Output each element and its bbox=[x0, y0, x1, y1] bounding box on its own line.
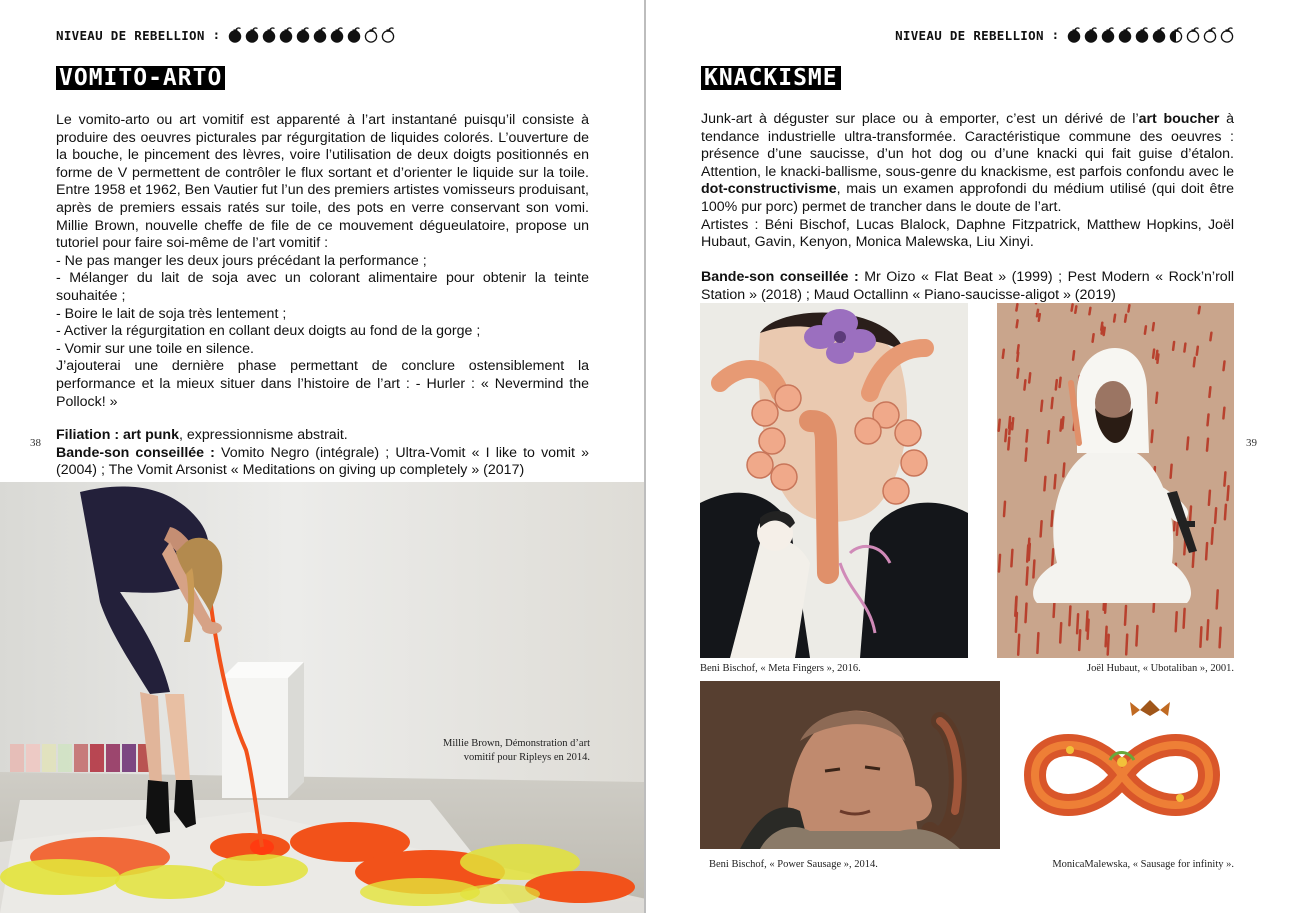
page-number-right: 39 bbox=[1246, 437, 1257, 449]
red-stick bbox=[1072, 304, 1073, 310]
red-stick bbox=[1027, 568, 1028, 585]
red-stick bbox=[1128, 305, 1129, 311]
red-stick bbox=[1073, 351, 1074, 359]
red-stick bbox=[1060, 623, 1061, 642]
red-stick bbox=[999, 420, 1000, 431]
soundtrack-block-right bbox=[701, 269, 1234, 304]
bomb-icon bbox=[1118, 27, 1132, 43]
caption-power-sausage: Beni Bischof, « Power Sausage », 2014. bbox=[709, 859, 878, 870]
red-stick bbox=[1079, 630, 1080, 650]
red-stick bbox=[1052, 511, 1053, 526]
red-stick bbox=[1157, 355, 1158, 363]
bomb-icon bbox=[228, 27, 242, 43]
red-stick bbox=[1104, 328, 1105, 335]
bomb-icon bbox=[279, 27, 293, 43]
red-stick bbox=[1063, 464, 1064, 477]
red-stick bbox=[1018, 635, 1019, 655]
red-stick bbox=[1200, 627, 1201, 647]
meta-fingers-illustration bbox=[700, 303, 968, 658]
bomb-icon bbox=[1169, 27, 1183, 43]
red-stick bbox=[1087, 612, 1088, 631]
red-stick bbox=[1199, 307, 1200, 313]
red-stick bbox=[1028, 539, 1029, 555]
bomb-icon bbox=[1067, 27, 1081, 43]
red-stick bbox=[1184, 609, 1185, 628]
power-sausage-artwork bbox=[700, 681, 1000, 849]
ubotaliban-illustration bbox=[997, 303, 1234, 658]
red-stick bbox=[1041, 521, 1042, 536]
article-body-right bbox=[701, 111, 1234, 252]
red-stick bbox=[1228, 486, 1229, 500]
red-stick bbox=[1126, 635, 1127, 655]
red-stick bbox=[1009, 417, 1010, 428]
filiation-bold: art punk bbox=[123, 427, 179, 443]
red-stick bbox=[1156, 393, 1157, 403]
red-stick bbox=[1011, 550, 1012, 566]
filiation-block bbox=[56, 427, 589, 480]
red-stick bbox=[1041, 401, 1042, 411]
red-stick bbox=[1026, 604, 1027, 623]
soundtrack-line bbox=[56, 445, 589, 480]
bomb-icon bbox=[262, 27, 276, 43]
sausage-for-infinity-illustration bbox=[1010, 690, 1234, 840]
step-item: - Vomir sur une toile en silence. bbox=[56, 340, 254, 357]
red-stick bbox=[1102, 326, 1103, 333]
sausage-for-infinity-artwork bbox=[1010, 690, 1234, 840]
red-stick bbox=[1017, 320, 1018, 327]
red-stick bbox=[1089, 308, 1090, 314]
red-stick bbox=[1012, 418, 1013, 429]
left-page bbox=[0, 0, 644, 913]
red-stick bbox=[1223, 408, 1224, 419]
red-stick bbox=[1217, 590, 1218, 608]
red-stick bbox=[1008, 438, 1009, 450]
right-page bbox=[646, 0, 1289, 913]
red-stick bbox=[1052, 549, 1053, 565]
soundtrack-label: Bande-son conseillée : bbox=[56, 444, 215, 461]
intro-paragraph: Le vomito-arto ou art vomitif est apparenté à l’art instantané puisqu’il consiste à produire des oeuvres picturales par régurgitation de liquides colorés. L’ouverture de la bouche, le pincement des lèvres, voire l’utilisation de deux doigts positionnés en forme de V permettent de contrôler le flux sortant et d’orienter le liquide sur la toile. Entre 1958 et 1962, Ben Vautier fut l’un des premiers artistes vomisseurs produisant, après de premiers essais ratés sur toile, des pots en verre conservant son vomi. Millie Brown, nouvelle cheffe de file de ce mouvement dégueulatoire, propose un tutoriel pour faire soi-même de l’art vomitif : bbox=[56, 112, 589, 252]
red-stick bbox=[1003, 350, 1004, 358]
red-stick bbox=[1114, 315, 1115, 322]
soundtrack-label: Bande-son conseillée : bbox=[701, 269, 859, 285]
red-stick bbox=[1093, 334, 1094, 342]
section-title-knackisme: KNACKISME bbox=[701, 66, 841, 90]
red-stick bbox=[1209, 387, 1210, 397]
red-stick bbox=[1187, 438, 1188, 450]
red-stick bbox=[1016, 304, 1017, 310]
red-stick bbox=[1153, 350, 1154, 358]
caption-ubotaliban: Joël Hubaut, « Ubotaliban », 2001. bbox=[1087, 663, 1234, 674]
meta-fingers-artwork bbox=[700, 303, 968, 658]
red-stick bbox=[1033, 561, 1034, 578]
bomb-icon bbox=[364, 27, 378, 43]
bomb-icon bbox=[1203, 27, 1217, 43]
red-stick bbox=[1055, 475, 1056, 488]
bomb-icon bbox=[330, 27, 344, 43]
red-stick bbox=[1029, 373, 1030, 382]
ubotaliban-artwork bbox=[997, 303, 1234, 658]
red-stick bbox=[1044, 477, 1045, 490]
red-stick bbox=[1224, 362, 1225, 371]
red-stick bbox=[1145, 326, 1146, 333]
red-stick bbox=[1060, 378, 1061, 387]
red-stick bbox=[1024, 380, 1025, 389]
red-stick bbox=[1062, 417, 1063, 428]
red-stick bbox=[1069, 607, 1070, 626]
intro-paragraph bbox=[701, 111, 1234, 217]
red-stick bbox=[1153, 323, 1154, 330]
red-stick bbox=[1005, 430, 1006, 442]
red-stick bbox=[1207, 439, 1208, 451]
intro-text-1: Junk-art à déguster sur place ou à emporter, c’est un dérivé de l’ bbox=[701, 111, 1139, 127]
power-sausage-illustration bbox=[700, 681, 1000, 849]
red-stick bbox=[1077, 614, 1078, 633]
bomb-icon bbox=[313, 27, 327, 43]
red-stick bbox=[1125, 315, 1126, 322]
bomb-icon bbox=[1101, 27, 1115, 43]
step-item: - Mélanger du lait de soja avec un colorant alimentaire pour obtenir la teinte souhaitée ; bbox=[56, 270, 589, 304]
red-stick bbox=[1197, 347, 1198, 355]
artists-line: Artistes : Béni Bischof, Lucas Blalock, Daphne Fitzpatrick, Matthew Hopkins, Joël Hubaut, Gavin, Kenyon, Monica Malewska, Liu Xinyi. bbox=[701, 216, 1234, 251]
red-stick bbox=[1106, 627, 1107, 647]
rebellion-level-left bbox=[56, 26, 395, 44]
bomb-icon bbox=[296, 27, 310, 43]
bomb-icon bbox=[1084, 27, 1098, 43]
filiation-line bbox=[56, 427, 589, 445]
red-stick bbox=[999, 555, 1000, 572]
bomb-icon bbox=[1186, 27, 1200, 43]
bomb-icon bbox=[1220, 27, 1234, 43]
red-stick bbox=[1207, 620, 1208, 639]
red-stick bbox=[1056, 380, 1057, 389]
soundtrack-text: Mr Oizo « Flat Beat » (1999) ; Pest Modern « Rock’n’roll Station » (2018) ; Maud Octallinn « Piano-saucisse-aligot » (2019) bbox=[701, 269, 1235, 303]
red-stick bbox=[1026, 430, 1027, 441]
page-number-left: 38 bbox=[30, 437, 41, 449]
red-stick bbox=[1136, 626, 1137, 646]
red-stick bbox=[1018, 345, 1019, 353]
rebellion-bombs bbox=[1067, 27, 1234, 43]
red-stick bbox=[1215, 508, 1216, 523]
intro-bold-2: dot-constructivisme bbox=[701, 181, 837, 198]
red-stick bbox=[1194, 358, 1195, 367]
red-stick bbox=[1075, 306, 1076, 312]
red-stick bbox=[1176, 612, 1177, 631]
red-stick bbox=[1209, 491, 1210, 505]
red-stick bbox=[1039, 314, 1040, 321]
rebellion-label: NIVEAU DE REBELLION bbox=[895, 27, 1044, 43]
step-item: - Boire le lait de soja très lentement ; bbox=[56, 305, 287, 322]
rebellion-level-right bbox=[895, 26, 1234, 44]
millie-brown-illustration bbox=[0, 482, 644, 913]
red-stick bbox=[1052, 398, 1053, 408]
intro-bold-1: art boucher bbox=[1138, 111, 1220, 127]
bomb-icon bbox=[1135, 27, 1149, 43]
step-item: - Activer la régurgitation en collant deux doigts au fond de la gorge ; bbox=[56, 323, 481, 340]
rebellion-bombs bbox=[228, 27, 395, 43]
bomb-icon bbox=[347, 27, 361, 43]
filiation-rest: , expressionnisme abstrait. bbox=[178, 427, 348, 443]
red-stick bbox=[1152, 431, 1153, 443]
rebellion-separator: : bbox=[1051, 28, 1059, 42]
red-stick bbox=[1225, 505, 1226, 520]
red-stick bbox=[1171, 465, 1172, 478]
red-stick bbox=[1004, 502, 1005, 516]
red-stick bbox=[1061, 420, 1062, 431]
red-stick bbox=[1208, 415, 1209, 426]
red-stick bbox=[1212, 528, 1213, 544]
rebellion-label: NIVEAU DE REBELLION bbox=[56, 27, 205, 43]
article-body-left bbox=[56, 112, 589, 411]
red-stick bbox=[1108, 635, 1109, 655]
red-stick bbox=[1037, 633, 1038, 653]
red-stick bbox=[1206, 543, 1207, 559]
millie-brown-photo bbox=[0, 482, 644, 913]
red-stick bbox=[1015, 597, 1016, 615]
soundtrack-line bbox=[701, 269, 1234, 304]
intro-text-3: , mais un examen approfondi du médium utilisé (qui doit être 100% pur porc) permet de trancher dans le doute de l’art. bbox=[701, 181, 1234, 215]
filiation-label: Filiation : bbox=[56, 427, 120, 443]
red-stick bbox=[1173, 342, 1174, 350]
bomb-icon bbox=[381, 27, 395, 43]
red-stick bbox=[1037, 310, 1038, 317]
section-title-vomito-arto: VOMITO-ARTO bbox=[56, 66, 225, 90]
bomb-icon bbox=[245, 27, 259, 43]
red-stick bbox=[1220, 628, 1221, 648]
soundtrack-text: Vomito Negro (intégrale) ; Ultra-Vomit « I like to vomit » (2004) ; The Vomit Arsonist « Meditations on giving up completely » (2017) bbox=[56, 444, 589, 479]
bomb-icon bbox=[1152, 27, 1166, 43]
red-stick bbox=[1017, 369, 1018, 378]
red-stick bbox=[1190, 507, 1191, 522]
rebellion-separator: : bbox=[212, 28, 220, 42]
conclusion-paragraph: J’ajouterai une dernière phase permettant de conclure ostensiblement la performance et la mieux situer dans l’histoire de l’art : - Hurler : « Nevermind the Pollock! » bbox=[56, 358, 589, 410]
red-stick bbox=[1048, 431, 1049, 443]
red-stick bbox=[1193, 550, 1194, 566]
caption-meta-fingers: Beni Bischof, « Meta Fingers », 2016. bbox=[700, 663, 861, 674]
red-stick bbox=[1125, 606, 1126, 625]
red-stick bbox=[1210, 333, 1211, 340]
caption-sausage-for-infinity: MonicaMalewska, « Sausage for infinity ». bbox=[1052, 859, 1234, 870]
red-stick bbox=[1224, 472, 1225, 485]
red-stick bbox=[1026, 449, 1027, 461]
red-stick bbox=[1184, 344, 1185, 352]
step-item: - Ne pas manger les deux jours précédant la performance ; bbox=[56, 252, 427, 269]
photo-caption-millie-brown: Millie Brown, Démonstration d’art vomitif pour Ripleys en 2014. bbox=[443, 738, 590, 763]
intro-text-2: à tendance industrielle ultra-transformée. Caractéristique commune des oeuvres : présence d’une saucisse, d’un hot dog ou d’une knacki qui fait guise d’étalon. Attention, le knacki-ballisme, sous-genre du knackisme, est parfois confondu avec le bbox=[701, 111, 1235, 180]
